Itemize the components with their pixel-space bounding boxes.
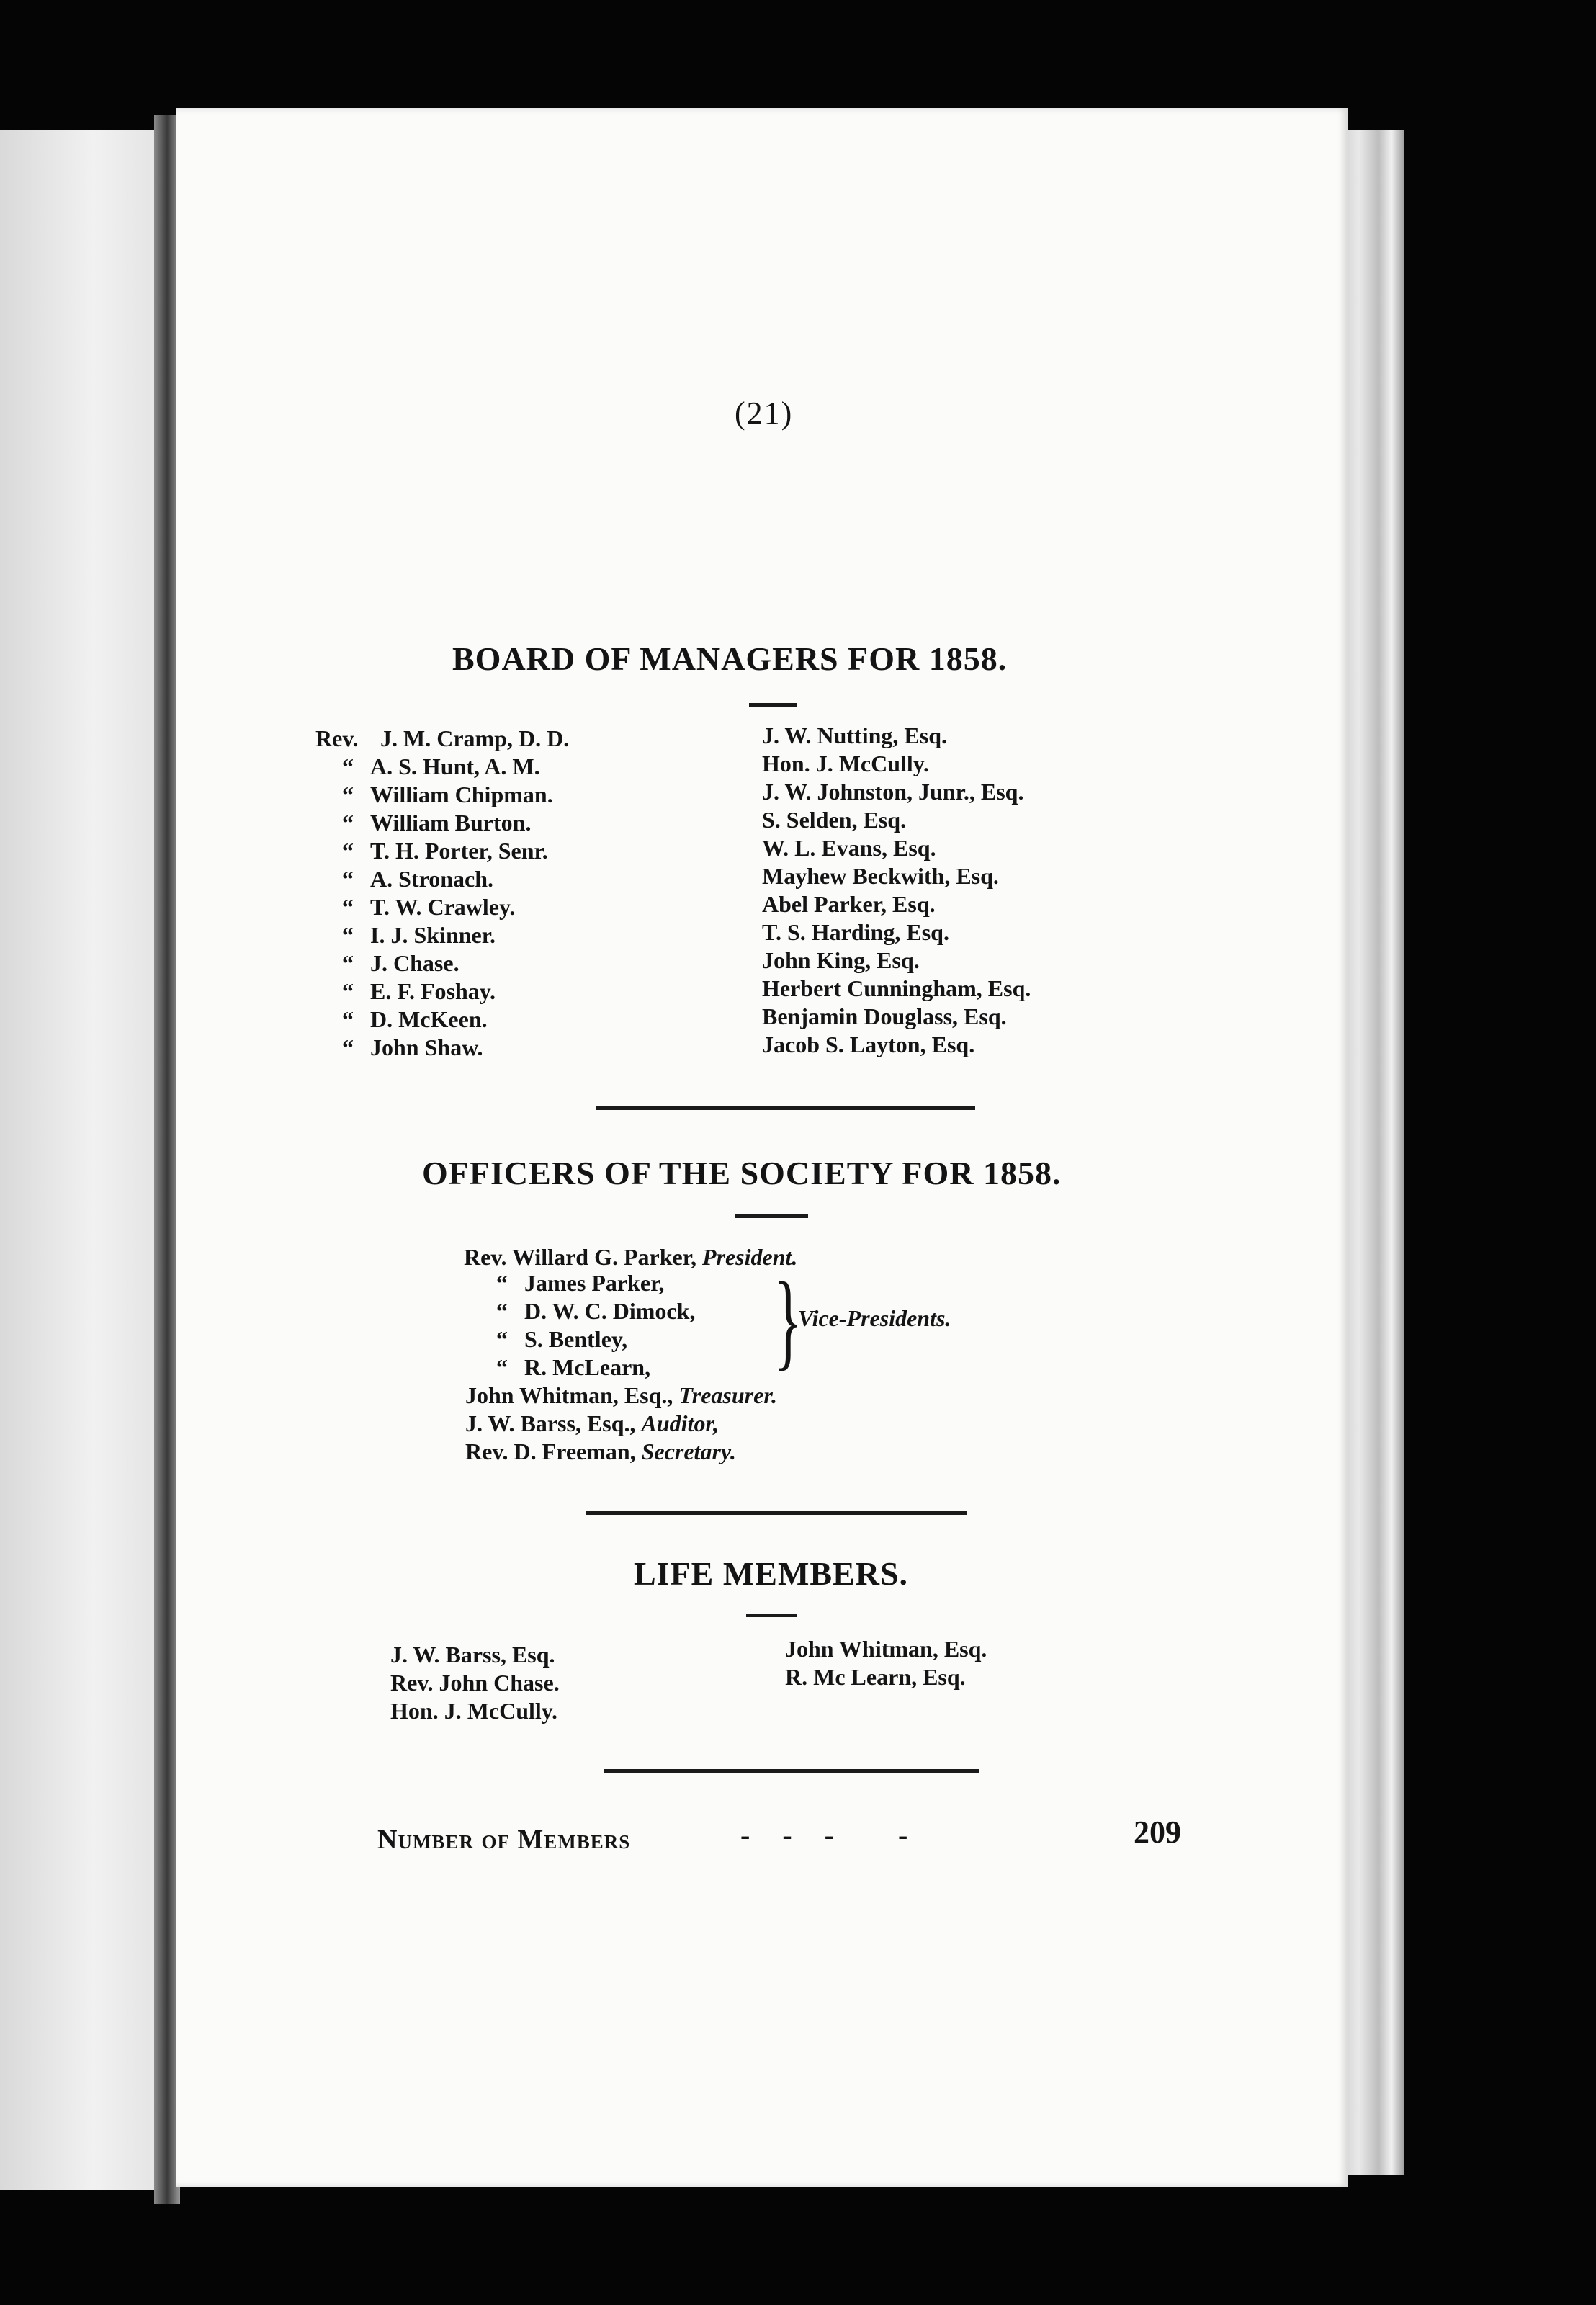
board-left-column — [315, 725, 569, 1062]
board-left-row: “ E. F. Foshay. — [342, 978, 496, 1004]
auditor-row: J. W. Barss, Esq., Auditor, — [465, 1410, 719, 1436]
board-right-row: Herbert Cunningham, Esq. — [762, 975, 1031, 1001]
life-member: J. W. Barss, Esq. — [390, 1642, 555, 1668]
board-left-row: “ A. Stronach. — [342, 866, 493, 892]
section-divider — [596, 1106, 975, 1110]
board-left-row: “ A. S. Hunt, A. M. — [342, 753, 540, 779]
board-left-row: “ T. H. Porter, Senr. — [342, 838, 548, 864]
board-right-row: S. Selden, Esq. — [762, 807, 907, 833]
board-right-row: Hon. J. McCully. — [762, 751, 930, 776]
board-left-row: “ J. Chase. — [342, 950, 459, 976]
board-right-row: W. L. Evans, Esq. — [762, 835, 936, 861]
board-left-row: “ T. W. Crawley. — [342, 894, 516, 920]
officers-vice-list — [480, 1269, 695, 1382]
life-members-title: LIFE MEMBERS. — [634, 1555, 909, 1592]
life-member: Rev. John Chase. — [390, 1670, 560, 1696]
board-title: BOARD OF MANAGERS FOR 1858. — [452, 640, 1008, 677]
vice-president-row: “ James Parker, — [496, 1270, 665, 1296]
board-right-row: Benjamin Douglass, Esq. — [762, 1003, 1007, 1029]
vice-president-label: Vice-Presidents. — [798, 1305, 951, 1331]
officers-title: OFFICERS OF THE SOCIETY FOR 1858. — [422, 1155, 1062, 1191]
vice-president-brace: } — [774, 1261, 802, 1380]
board-left-row: “ William Chipman. — [342, 782, 553, 807]
title-underline — [746, 1614, 797, 1617]
life-members-right — [785, 1635, 987, 1691]
vice-president-row: “ S. Bentley, — [496, 1326, 628, 1352]
life-member: John Whitman, Esq. — [785, 1636, 987, 1662]
officers-president: Rev. Willard G. Parker, President. — [464, 1244, 798, 1270]
board-left-row: “ William Burton. — [342, 810, 532, 836]
board-left-row: “ John Shaw. — [342, 1034, 483, 1060]
page-stack-edge — [1340, 130, 1404, 2175]
board-left-row: “ I. J. Skinner. — [342, 922, 496, 948]
secretary-row: Rev. D. Freeman, Secretary. — [465, 1438, 736, 1464]
treasurer-row: John Whitman, Esq., Treasurer. — [465, 1382, 778, 1408]
members-leader-dots: - - - - — [740, 1819, 909, 1851]
vice-president-row: “ R. McLearn, — [496, 1354, 651, 1380]
officers-other — [465, 1382, 777, 1466]
board-right-row: John King, Esq. — [762, 947, 920, 973]
board-right-row: T. S. Harding, Esq. — [762, 919, 949, 945]
board-right-row: Mayhew Beckwith, Esq. — [762, 863, 999, 889]
title-underline — [749, 703, 797, 707]
board-right-row: Jacob S. Layton, Esq. — [762, 1031, 975, 1057]
title-underline — [735, 1214, 808, 1218]
board-right-row: J. W. Johnston, Junr., Esq. — [762, 779, 1024, 805]
section-divider — [586, 1511, 967, 1515]
section-divider — [604, 1769, 979, 1773]
members-count: 209 — [1134, 1814, 1181, 1850]
board-right-column — [762, 722, 1031, 1059]
board-right-row: Abel Parker, Esq. — [762, 891, 936, 917]
board-right-row: J. W. Nutting, Esq. — [762, 722, 947, 748]
life-members-left — [390, 1641, 560, 1725]
life-member: R. Mc Learn, Esq. — [785, 1664, 966, 1690]
members-label: Number of Members — [377, 1825, 631, 1855]
life-member: Hon. J. McCully. — [390, 1698, 558, 1724]
page-number: (21) — [735, 395, 794, 431]
board-left-row: “ D. McKeen. — [342, 1006, 488, 1032]
board-left-row: Rev. J. M. Cramp, D. D. — [315, 725, 570, 751]
left-page-edge — [0, 130, 170, 2190]
vice-president-row: “ D. W. C. Dimock, — [496, 1298, 696, 1324]
